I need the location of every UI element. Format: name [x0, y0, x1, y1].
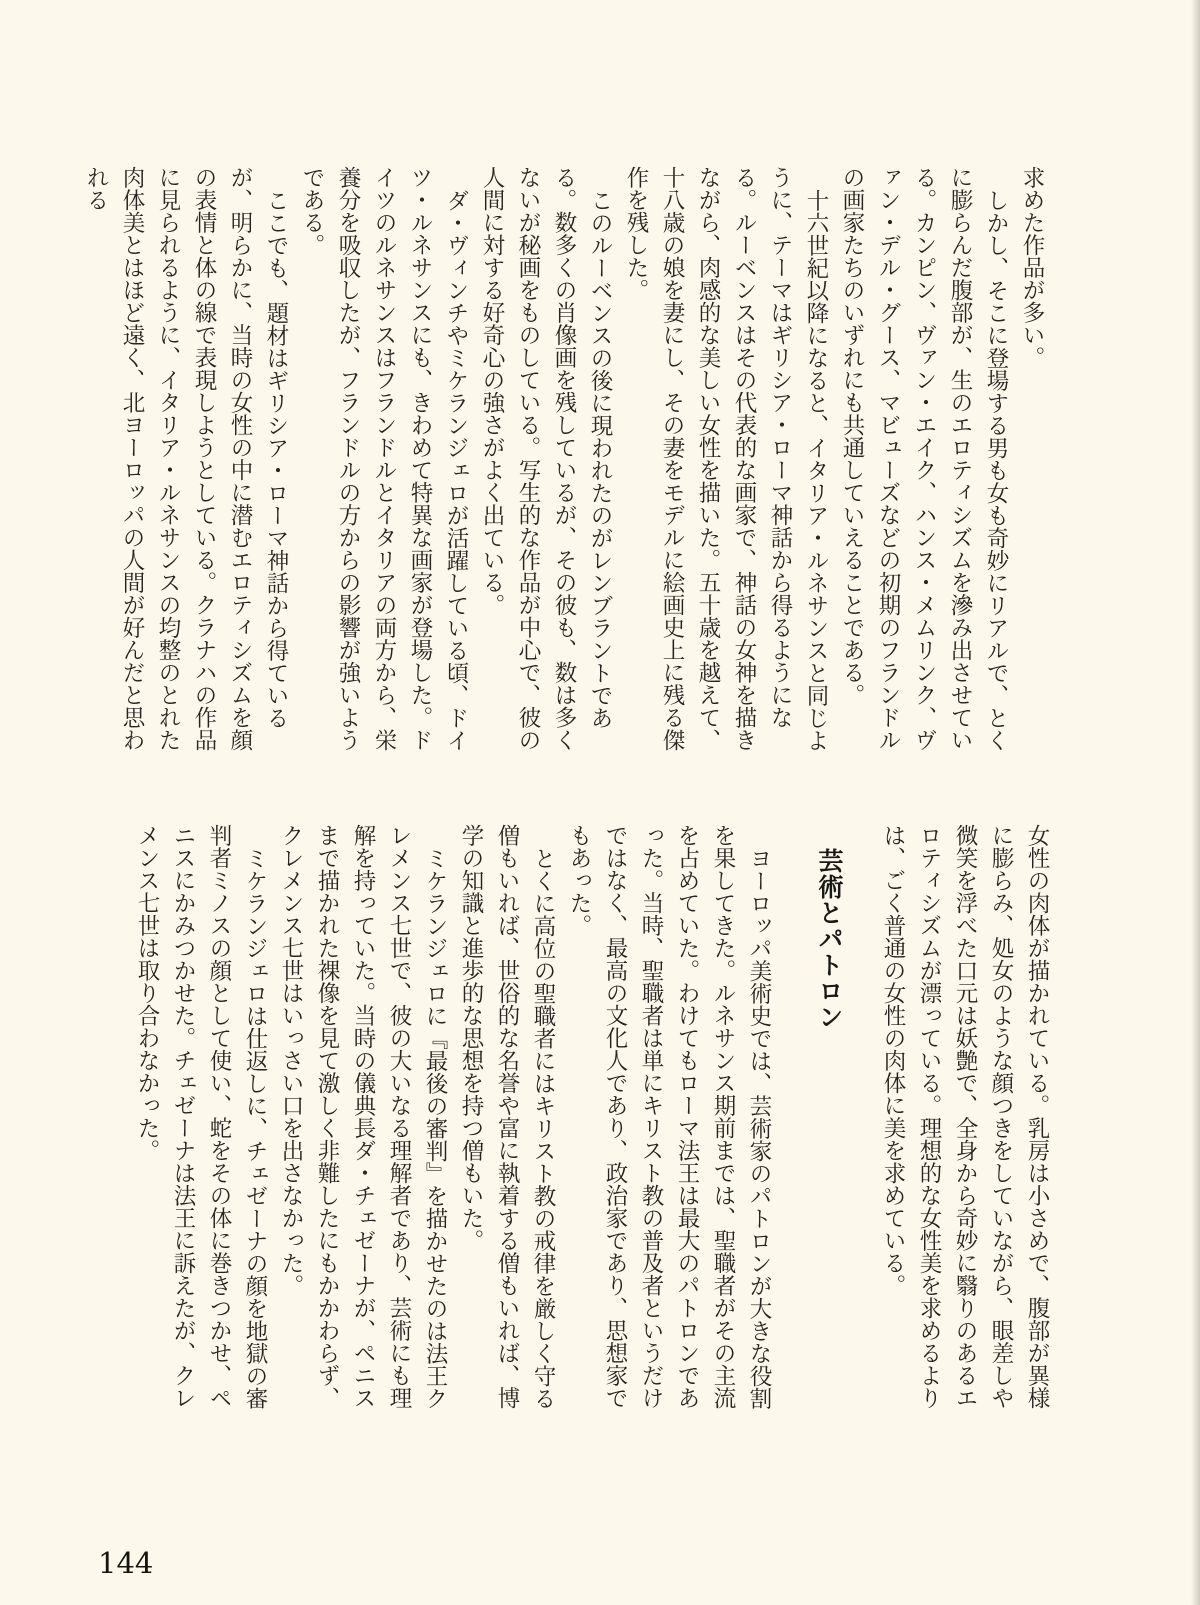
- paragraph: しかし、そこに登場する男も女も奇妙にリアルで、とくに膨らんだ腹部が、生のエロティシズムを滲み出させている。カンピン、ヴァン・エイク、ハンス・メムリンク、ヴァン・デル・グース、マビューズなどの初期のフランドルの画家たちのいずれにも共通していえることである。: [839, 166, 1009, 751]
- paragraph: ここでも、題材はギリシア・ローマ神話から得ているが、明らかに、当時の女性の中に潜むエロティシズムを顔の表情と体の線で表現しようとしている。クラナハの作品に見られるように、イタリア・ルネサンスの均整のとれた肉体美とはほど遠く、北ヨーロッパの人間が好んだと思われる: [83, 166, 289, 751]
- paragraph: 女性の肉体が描かれている。乳房は小さめで、腹部が異様に膨らみ、処女のような顔つきをしていながら、眼差しや微笑を浮べた口元は妖艶で、全身から奇妙に翳りのあるエロティシズムが漂っている。理想的な女性美を求めるよりは、ごく普通の女性の肉体に美を求めている。: [880, 824, 1050, 1409]
- paragraph: ミケランジェロは仕返しに、チェゼーナの顔を地獄の審判者ミノスの顔として使い、蛇をその体に巻きつかせ、ペニスにかみつかせた。チェゼーナは法王に訴えたが、クレメンス七世は取り合わなかった。: [134, 824, 268, 1409]
- text-block-top: [78, 166, 1050, 754]
- paragraph: とくに高位の聖職者にはキリスト教の戒律を厳しく守る僧もいれば、世俗的な名誉や富に執着する僧もいれば、博学の知識と進歩的な思想を持つ僧もいた。: [458, 824, 556, 1409]
- paragraph: ヨーロッパ美術史では、芸術家のパトロンが大きな役割を果してきた。ルネサンス期前までは、聖職者がその主流を占めていた。わけてもローマ法王は最大のパトロンであった。当時、聖職者は単にキリスト教の普及者というだけではなく、最高の文化人であり、政治家であり、思想家でもあった。: [566, 824, 772, 1409]
- paragraph: このルーベンスの後に現われたのがレンブラントである。数多くの肖像画を残しているが、その彼も、数は多くないが秘画をものしている。写生的な作品が中心で、彼の人間に対する好奇心の強さがよく出ている。: [479, 166, 613, 751]
- pre-heading-text-flow: [875, 824, 1055, 1412]
- paragraph: ダ・ヴィンチやミケランジェロが活躍している頃、ドイツ・ルネサンスにも、きわめて特異な画家が登場した。ドイツのルネサンスはフランドルとイタリアの両方から、栄養分を吸収したが、フランドルの方からの影響が強いようである。: [299, 166, 469, 751]
- paragraph: ミケランジェロに『最後の審判』を描かせたのは法王クレメンス七世で、彼の大いなる理解者であり、芸術にも理解を持っていた。当時の儀典長ダ・チェゼーナが、ペニスまで描かれた裸像を見て激しく非難したにもかかわらず、クレメンス七世はいっさい口を出さなかった。: [278, 824, 448, 1409]
- post-heading-text-flow: [129, 824, 777, 1412]
- page-number: 144: [98, 1546, 154, 1580]
- top-text-flow: [78, 166, 1050, 754]
- section-heading: 芸術とパトロン: [815, 847, 844, 1030]
- paragraph: 求めた作品が多い。: [1019, 166, 1045, 369]
- paragraph: 十六世紀以降になると、イタリア・ルネサンスと同じように、テーマはギリシア・ローマ神話から得るようになる。ルーベンスはその代表的な画家で、神話の女神を描きながら、肉感的な美しい女性を描いた。五十歳を越えて、十八歳の娘を妻にし、その妻をモデルに絵画史上に残る傑作を残した。: [623, 166, 829, 751]
- text-block-bottom: [129, 824, 1055, 1412]
